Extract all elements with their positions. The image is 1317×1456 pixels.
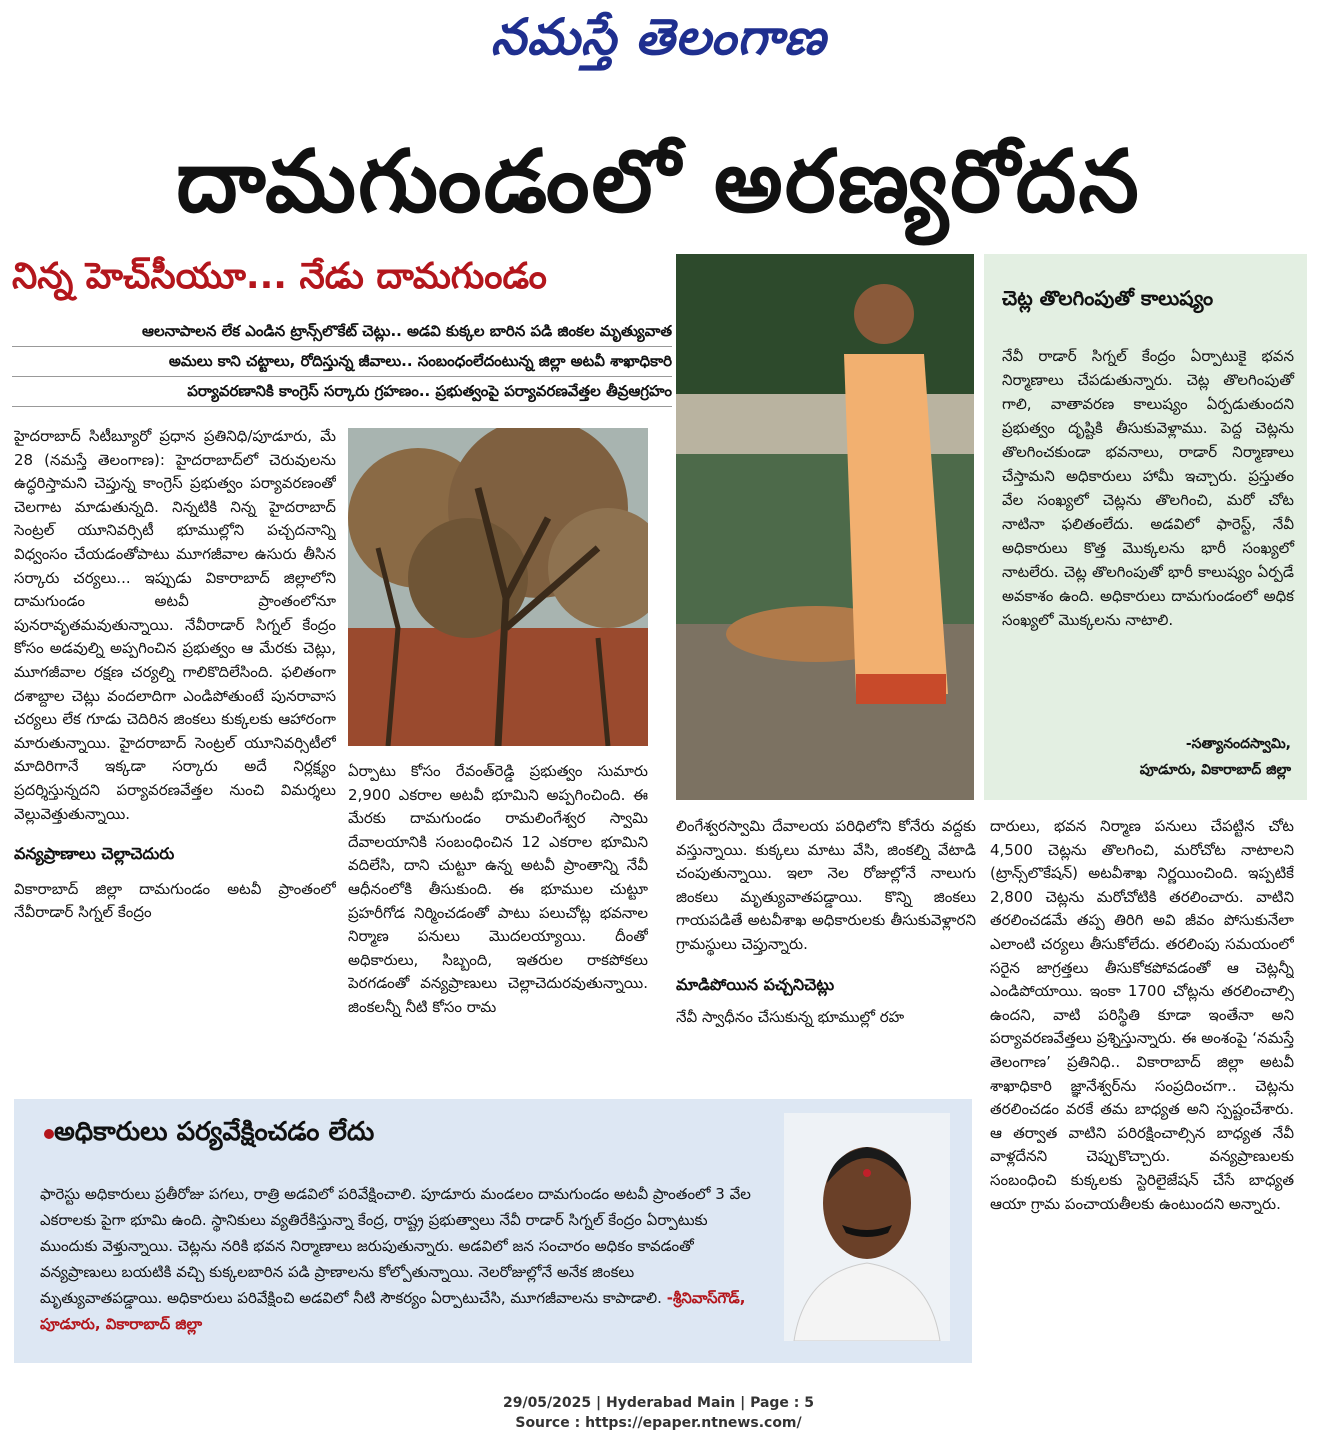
article-paragraph: నేవీ స్వాధీనం చేసుకున్న భూముల్లో రహ (676, 1008, 905, 1027)
bullet-icon (44, 1129, 54, 1139)
headline: దామగుండంలో అరణ్యరోదన (176, 132, 1141, 232)
article-paragraph: దారులు, భవన నిర్మాణ పనులు చేపట్టిన చోట 4,500 చెట్లను తొలగించి, మరోచోట నాటాలని (ట్రాన్స్‌లొకేషన్) అటవీశాఖ నిర్ణయించింది. ఇప్పటికే 2,800 చెట్లను మరోచోటికి తరలించారు. వాటిని తరలించడమే తప్ప తిరిగి అవి జీవం పోసుకునేలా ఎలాంటి చర్యలు తీసుకోలేదు. తరలింపు సమయంలో సరైన జాగ్రత్తలు తీసుకోకపోవడంతో ఆ చెట్లన్నీ ఎండిపోయాయి. ఇంకా 1700 చోట్లను తరలించాల్సి ఉందని, వాటి పరిస్థితి కూడా ఇంతేనా అని పర్యావరణవేత్తలు ప్రశ్నిస్తున్నారు. ఈ అంశంపై ‘నమస్తే తెలంగాణ’ ప్రతినిధి.. వికారాబాద్ జిల్లా అటవీ శాఖాధికారి జ్ఞానేశ్వర్‌ను సంప్రదించగా.. చెట్లను తరలించడం వరకే తమ బాధ్యత అని స్పష్టంచేశారు. ఆ తర్వాత వాటిని పరిరక్షించాల్సిన బాధ్యత నేవీ వాళ్లదేనని చెప్పుకొచ్చారు. వన్యప్రాణులకు సంబంధించి కుక్కలకు స్టెరిలైజేషన్ చేసే బాధ్యత ఆయా గ్రామ పంచాయతీలకు ఉంటుందని అన్నారు. (990, 817, 1294, 1213)
deck-line: అమలు కాని చట్టాలు, రోదిస్తున్న జీవాలు.. సంబంధంలేదంటున్న జిల్లా అటవీ శాఖాధికారి (12, 346, 672, 377)
dried-trees-photo (348, 428, 648, 746)
footer-source-line: Source : https://epaper.ntnews.com/ (515, 1415, 802, 1431)
masthead: నమస్తే తెలంగాణ (490, 8, 827, 66)
article-paragraph: ఏర్పాటు కోసం రేవంత్‌రెడ్డి ప్రభుత్వం సుమారు 2,900 ఎకరాల అటవీ భూమిని అప్పగించింది. ఈ మేరకు దామగుండం రామలింగేశ్వర స్వామి దేవాలయానికి సంబంధించిన 12 ఎకరాల భూమిని వదిలేసి, దాని చుట్టూ ఉన్న అటవీ ప్రాంతాన్ని నేవీ ఆధీనంలోకి తీసుకుంది. ఈ భూముల చుట్టూ ప్రహరీగోడ నిర్మించడంతో పాటు పలుచోట్ల భవనాల నిర్మాణ పనులు మొదలయ్యాయి. దీంతో అధికారులు, సిబ్బంది, ఇతరుల రాకపోకలు పెరగడంతో వన్యప్రాణులు చెల్లాచెదురవుతున్నాయి. జింకలన్నీ నీటి కోసం రామ (348, 762, 648, 1016)
portrait-photo (784, 1113, 950, 1341)
sidebar-title: చెట్ల తొలగింపుతో కాలుష్యం (1002, 286, 1214, 310)
footer-date-line: 29/05/2025 | Hyderabad Main | Page : 5 (502, 1395, 815, 1411)
swami-with-deer-photo (676, 254, 974, 800)
article-column-4 (990, 815, 1294, 1370)
box-signature: -శ్రీనివాస్‌గౌడ్, పూడూరు, వికారాబాద్ జిల్లా (40, 1289, 746, 1333)
sidebar-signature-place: పూడూరు, వికారాబాద్ జిల్లా (1139, 762, 1291, 778)
footer (0, 1393, 1317, 1433)
deck-line: పర్యావరణానికి కాంగ్రెస్ సర్కారు గ్రహణం.. ప్రభుత్వంపై పర్యావరణవేత్తల తీవ్రఆగ్రహం (12, 376, 672, 407)
deck-line: ఆలనాపాలన లేక ఎండిన ట్రాన్స్‌లొకేట్ చెట్లు.. అడవి కుక్కల బారిన పడి జింకల మృత్యువాత (12, 316, 672, 347)
article-column-3 (676, 815, 976, 1105)
article-paragraph: లింగేశ్వరస్వామి దేవాలయ పరిధిలోని కోనేరు వద్దకు వస్తున్నాయి. కుక్కలు మాటు వేసి, జింకల్ని వేటాడి చంపుతున్నాయి. ఇలా నెల రోజుల్లోనే నాలుగు జింకలు మృత్యువాతపడ్డాయి. కొన్ని జింకలు గాయపడితే అటవీశాఖ అధికారులకు తీసుకువెళ్లారని గ్రామస్థులు చెప్తున్నారు. (676, 817, 976, 953)
official-quote-box (14, 1099, 972, 1363)
article-paragraph: వికారాబాద్ జిల్లా దామగుండం అటవీ ప్రాంతంలో నేవీరాడార్ సిగ్నల్ కేంద్రం (14, 879, 336, 922)
sidebar-signature: -సత్యానందస్వామి, (1185, 736, 1291, 752)
box-text: ఫారెస్టు అధికారులు ప్రతీరోజు పగలు, రాత్రి అడవిలో పరివేక్షించాలి. పూడూరు మండలం దామగుండం అటవీ ప్రాంతంలో 3 వేల ఎకరాలకు పైగా భూమి ఉంది. స్థానికులు వ్యతిరేకిస్తున్నా కేంద్ర, రాష్ట్ర ప్రభుత్వాలు నేవీ రాడార్ సిగ్నల్ కేంద్రం ఏర్పాటుకు ముందుకు వెళ్తున్నాయి. చెట్లను నరికి భవన నిర్మాణాలు జరుపుతున్నారు. అడవిలో జన సంచారం అధికం కావడంతో వన్యప్రాణులు బయటికి వచ్చి కుక్కలబారిన పడి ప్రాణాలను కోల్పోతున్నాయి. నెలరోజుల్లోనే అనేక జింకలు మృత్యువాతపడ్డాయి. అధికారులు పరివేక్షించి అడవిలో నీటి సౌకర్యం ఏర్పాటుచేసి, మూగజీవాలను కాపాడాలి. (40, 1185, 751, 1307)
section-heading: వన్యప్రాణాలు చెల్లాచెదురు (14, 844, 175, 864)
box-body (40, 1181, 760, 1337)
article-paragraph: హైదరాబాద్ సిటీబ్యూరో ప్రధాన ప్రతినిధి/పూడూరు, మే 28 (నమస్తే తెలంగాణ): హైదరాబాద్‌లో చెరువులను ఉద్ధరిస్తామని చెప్తున్న కాంగ్రెస్ ప్రభుత్వం పర్యావరణంతో చెలగాట మాడుతున్నది. నిన్నటికి నిన్న హైదరాబాద్ సెంట్రల్ యూనివర్సిటీ భూముల్లోని పచ్చదనాన్ని విధ్వంసం చేయడంతోపాటు మూగజీవాల ఉసురు తీసిన సర్కారు చర్యలు... ఇప్పుడు వికారాబాద్ జిల్లాలోని దామగుండం అటవీ ప్రాంతంలోనూ పునరావృతమవుతున్నాయి. నేవీరాడార్ సిగ్నల్ కేంద్రం కోసం అడవుల్ని అప్పగించిన ప్రభుత్వం ఆ మేరకు చెట్లు, మూగజీవాల రక్షణ చర్యల్ని గాలికొదిలేసింది. ఫలితంగా దశాబ్దాల చెట్లు వందలాదిగా ఎండిపోతుంటే పునరావాస చర్యలు లేక గూడు చెదిరిన జింకలు కుక్కలకు ఆహారంగా మారుతున్నాయి. హైదరాబాద్ సెంట్రల్ యూనివర్సిటీలో మాదిరిగానే ఇక్కడా సర్కారు అదే నిర్లక్ష్యం ప్రదర్శిస్తున్నదని పర్యావరణవేత్తల నుంచి విమర్శలు వెల్లువెత్తుతున్నాయి. (14, 427, 336, 823)
article-column-2 (348, 760, 648, 1090)
box-title: అధికారులు పర్యవేక్షించడం లేదు (54, 1117, 375, 1147)
article-column-1 (14, 425, 336, 1095)
section-heading: మాడిపోయిన పచ్చనిచెట్లు (676, 974, 835, 994)
sidebar-body: నేవీ రాడార్ సిగ్నల్ కేంద్రం ఏర్పాటుకై భవన నిర్మాణాలు చేపడుతున్నారు. చెట్ల తొలగింపుతో గాలి, వాతావరణ కాలుష్యం ఏర్పడుతుందని ప్రభుత్వం దృష్టికి తీసుకువెళ్లాము. పెద్ద చెట్లను తొలగించకుండా భవనాలు, రాడార్ నిర్మాణాలు చేస్తామని అధికారులు హామీ ఇచ్చారు. ప్రస్తుతం వేల సంఖ్యలో చెట్లను తొలగించి, మరో చోట నాటినా ఫలితంలేదు. అడవిలో ఫారెస్ట్, నేవీ అధికారులు కొత్త మొక్కలను భారీ సంఖ్యలో నాటలేరు. చెట్ల తొలగింపుతో భారీ కాలుష్యం ఏర్పడే అవకాశం ఉంది. అధికారులు దామగుండంలో అధిక సంఖ్యలో మొక్కలను నాటాలి. (1002, 347, 1294, 629)
sidebar-quote-box (984, 254, 1307, 800)
subhead: నిన్న హెచ్‌సీయూ... నేడు దామగుండం (12, 256, 547, 297)
